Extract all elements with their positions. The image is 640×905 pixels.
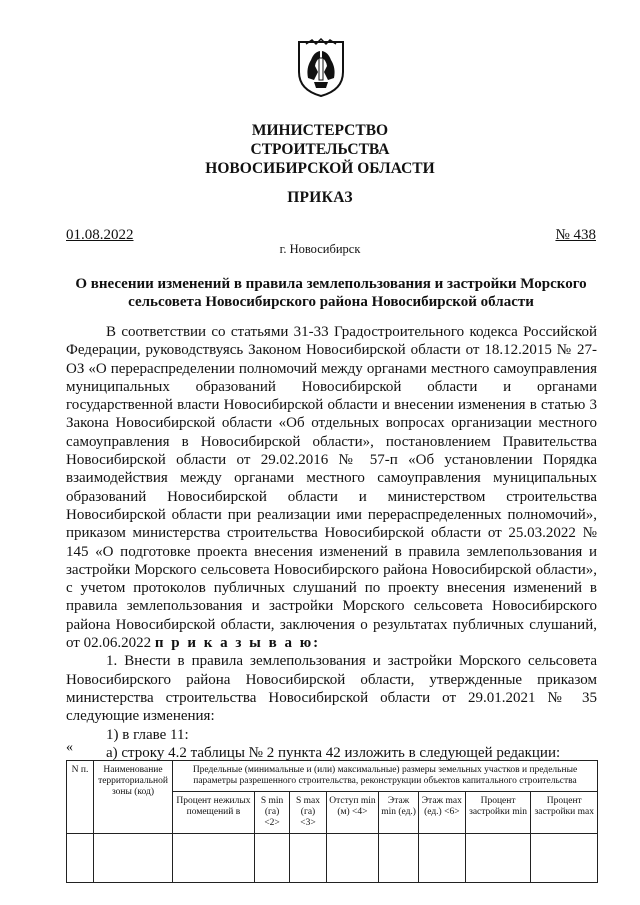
header-n: N п. [67, 761, 94, 834]
subheader-coverage-min: Процент застройки min [465, 792, 531, 834]
order-date: 01.08.2022 [66, 227, 134, 243]
ministry-line-2: СТРОИТЕЛЬСТВА [250, 141, 390, 158]
table-cell [94, 834, 173, 883]
table-cell [326, 834, 378, 883]
subheader-s-max: S max (га) <3> [290, 792, 327, 834]
order-number: № 438 [555, 227, 596, 243]
subheader-coverage-max: Процент застройки max [531, 792, 598, 834]
document-type: ПРИКАЗ [287, 189, 353, 206]
header-zone: Наименование территориальной зоны (код) [94, 761, 173, 834]
ministry-name [0, 121, 640, 178]
opening-quote: « [66, 740, 73, 755]
table-cell [465, 834, 531, 883]
table-cell [67, 834, 94, 883]
regulation-table [66, 760, 598, 883]
document-body [66, 323, 597, 762]
subheader-floor-min: Этаж min (ед.) [379, 792, 419, 834]
table-cell [290, 834, 327, 883]
item-1-1: 1) в главе 11: [106, 726, 189, 743]
subheader-setback-min: Отступ min (м) <4> [326, 792, 378, 834]
preamble-text: В соответствии со статьями 31-33 Градостроительного кодекса Российской Федерации, руководствуясь Законом Новосибирской области от 18.12.2015 № 27-ОЗ «О перераспределении полномочий между органами местного самоуправления муниципальных образований Новосибирской области и органами государственной власти Новосибирской области и внесении изменения в статью 3 Закона Новосибирской области «Об отдельных вопросах организации местного самоуправления в Новосибирской области», постановлением Правительства Новосибирской области от 29.02.2016 № 57-п «Об установлении Порядка взаимодействия между органами местного самоуправления муниципальных образований Новосибирской области и министерством строительства Новосибирской области при реализации ими перераспределенных полномочий», приказом министерства строительства Новосибирской области от 25.03.2022 № 145 «О подготовке проекта внесения изменений в правила землепользования и застройки Морского сельсовета Новосибирского района Новосибирской области», с учетом протоколов публичных слушаний по проекту внесения изменений в правила землепользования и застройки Морского сельсовета Новосибирского района Новосибирской области, заключения о результатах публичных слушаний, от 02.06.2022 [66, 324, 597, 652]
subheader-nonresidential: Процент нежилых помещений в [173, 792, 255, 834]
city: г. Новосибирск [279, 242, 361, 256]
item-1: 1. Внести в правила землепользования и застройки Морского сельсовета Новосибирского района Новосибирской области, утвержденные приказом министерства строительства Новосибирской области от 29.01.2021 № 35 следующие изменения: [66, 653, 597, 725]
ministry-line-3: НОВОСИБИРСКОЙ ОБЛАСТИ [205, 160, 435, 177]
table-cell [531, 834, 598, 883]
preamble-paragraph [66, 323, 597, 652]
ministry-line-1: МИНИСТЕРСТВО [251, 122, 389, 139]
header-limits: Предельные (минимальные и (или) максимальные) размеры земельных участков и предельные параметры разрешенного строительства, реконструкции объектов капитального строительства [173, 761, 598, 792]
table-cell [254, 834, 289, 883]
table-wrapper [60, 760, 605, 905]
table-cell [419, 834, 466, 883]
item-1-1-a: а) строку 4.2 таблицы № 2 пункта 42 изложить в следующей редакции: [106, 744, 561, 761]
document-title: О внесении изменений в правила землепользования и застройки Морского сельсовета Новосибирского района Новосибирской области [75, 276, 587, 310]
subheader-floor-max: Этаж max (ед.) <6> [419, 792, 466, 834]
table-cell [379, 834, 419, 883]
table-cell [173, 834, 255, 883]
coat-of-arms-icon [296, 38, 346, 98]
subheader-s-min: S min (га) <2> [254, 792, 289, 834]
order-keyword: п р и к а з ы в а ю: [154, 635, 321, 652]
